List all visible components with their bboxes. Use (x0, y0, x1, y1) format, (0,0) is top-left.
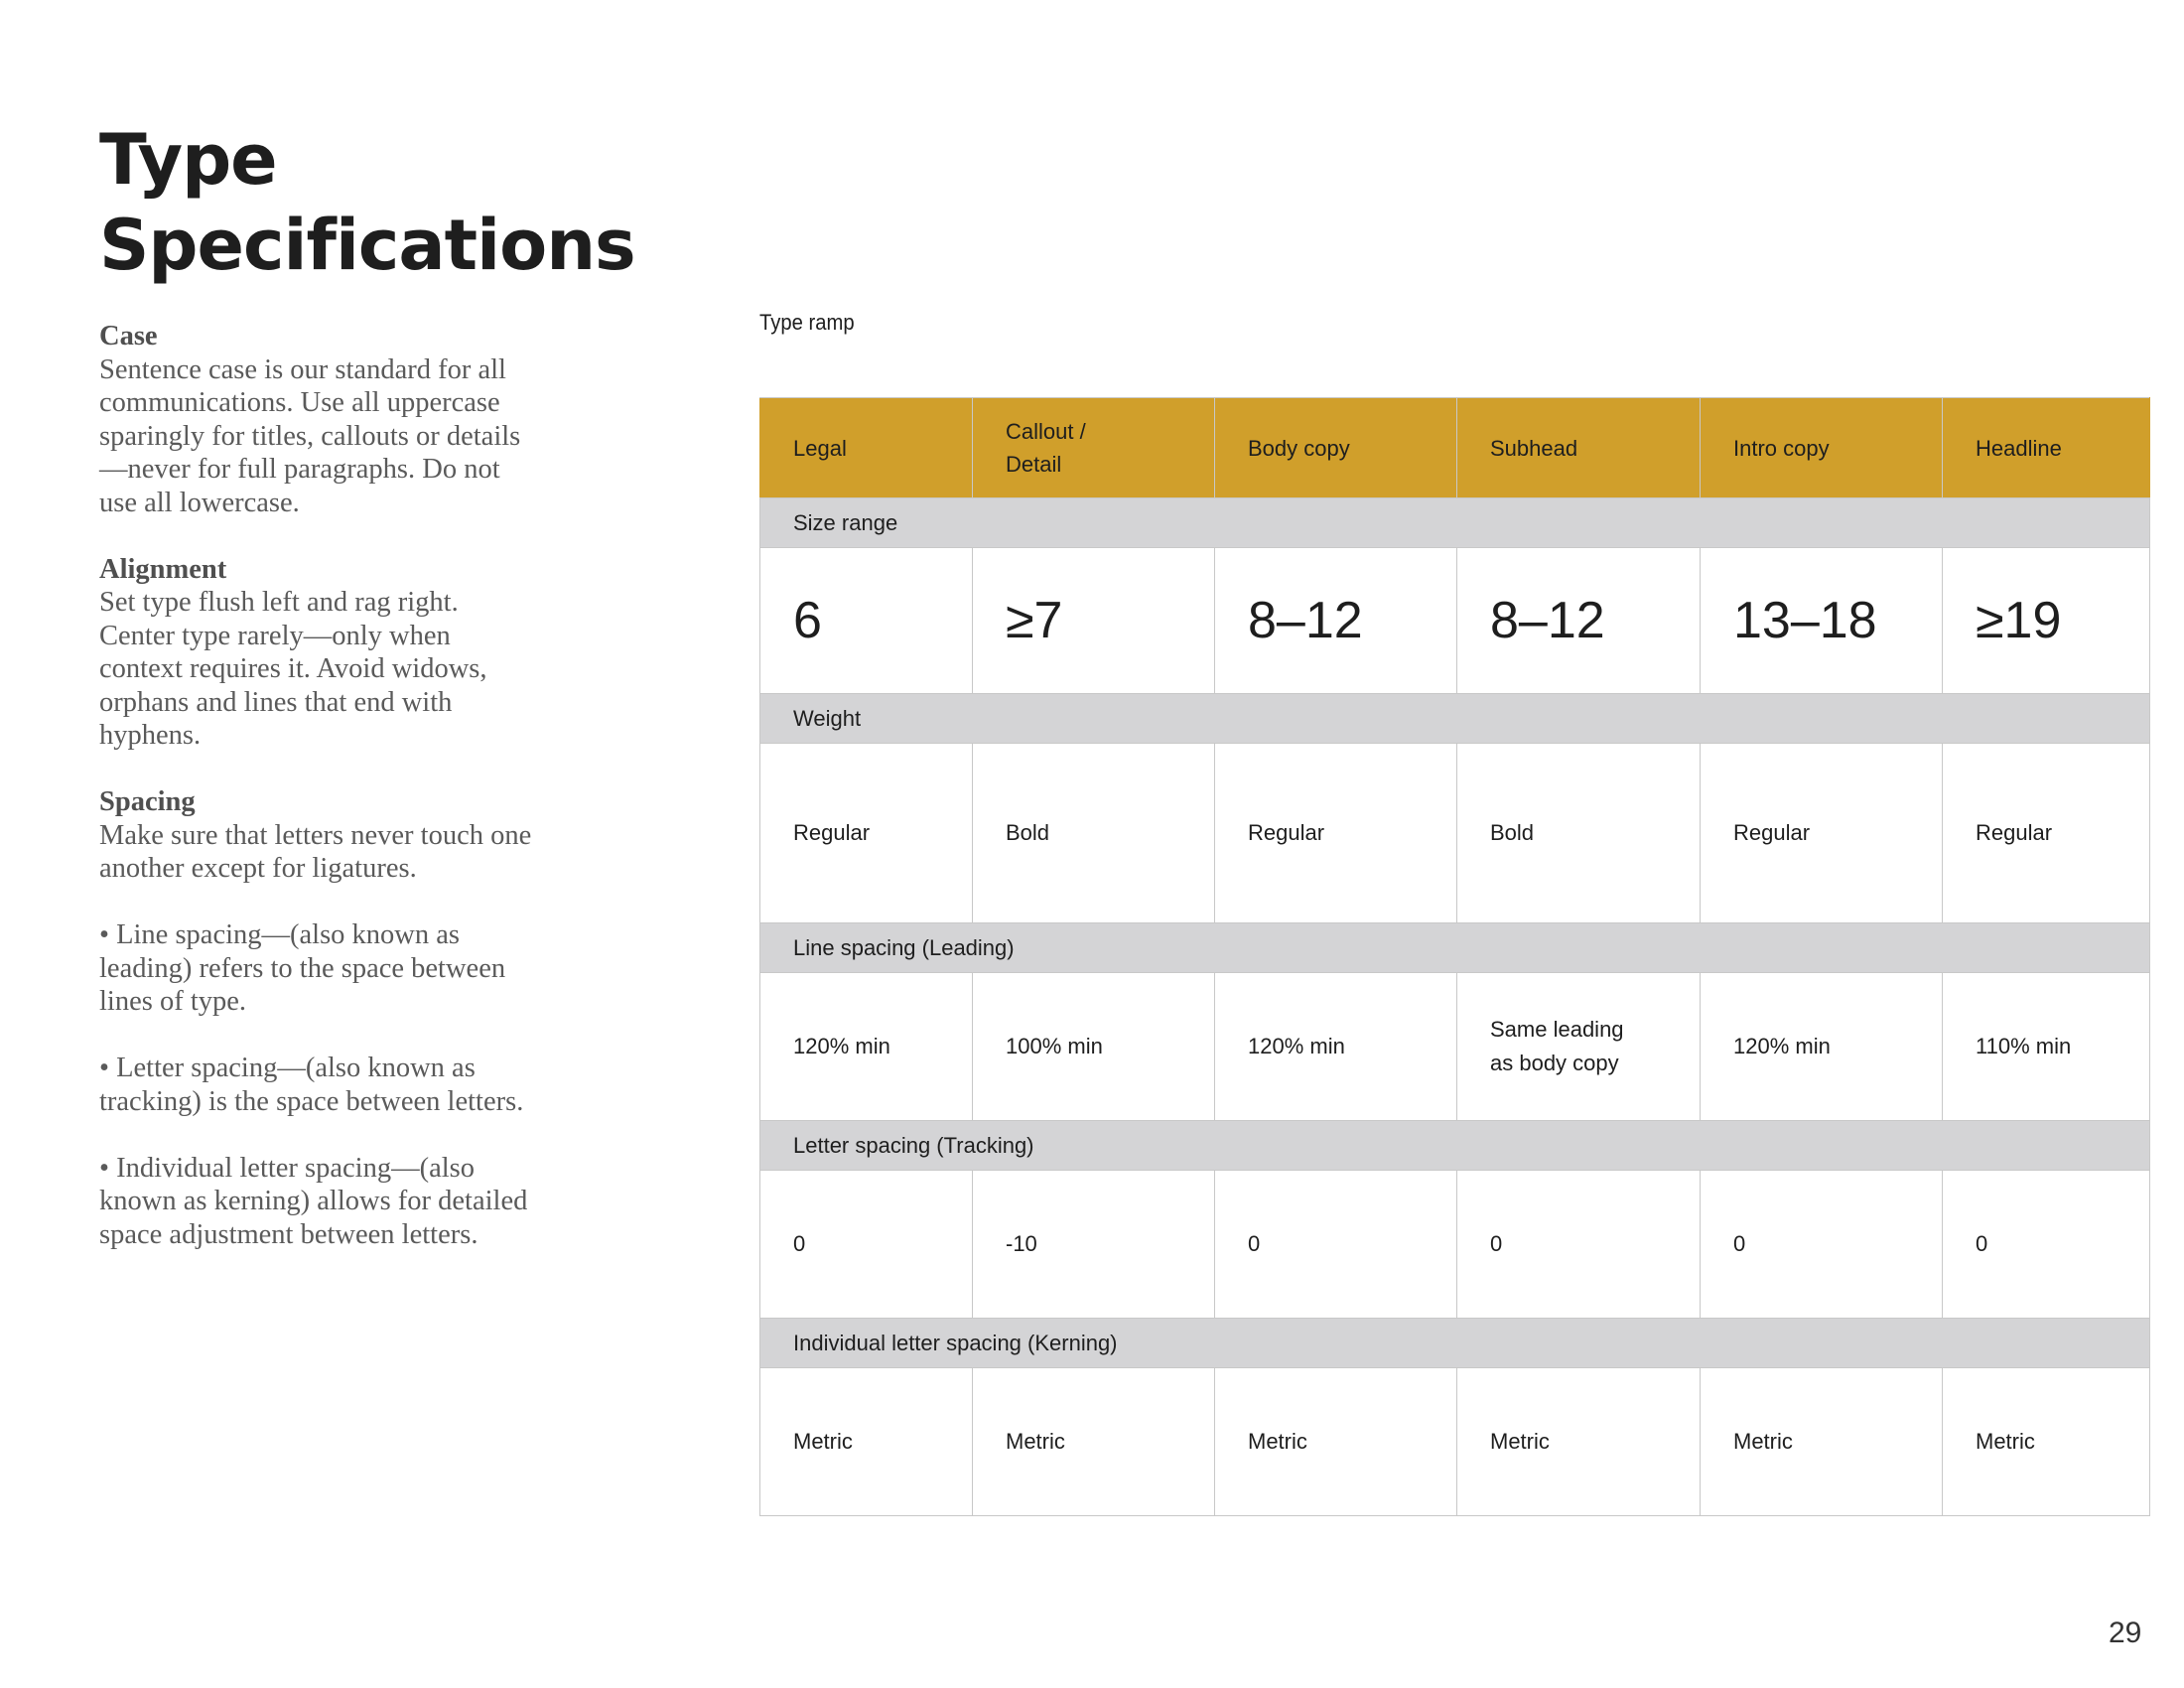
guidelines-column (99, 320, 536, 1285)
table-row (760, 744, 2150, 923)
column-header-callout: Callout / Detail (973, 398, 1215, 498)
weight-label: Weight (760, 694, 2150, 744)
size-cell: 13–18 (1701, 548, 1943, 694)
weight-cell: Regular (1701, 744, 1943, 923)
weight-cell: Regular (1215, 744, 1457, 923)
leading-cell: 120% min (1215, 973, 1457, 1121)
kerning-cell: Metric (1457, 1368, 1701, 1516)
column-header-body-copy: Body copy (1215, 398, 1457, 498)
alignment-body: Set type flush left and rag right. Center type rarely—only when context requires it. Avoid widows, orphans and lines that end with hyphens. (99, 587, 487, 751)
leading-label: Line spacing (Leading) (760, 923, 2150, 973)
page-title-line-1: Type (99, 119, 277, 201)
leading-cell: 120% min (760, 973, 973, 1121)
case-body: Sentence case is our standard for all communications. Use all uppercase sparingly for titles, callouts or details—never for full paragraphs. Do not use all lowercase. (99, 353, 521, 518)
kerning-cell: Metric (973, 1368, 1215, 1516)
tracking-cell: 0 (760, 1171, 973, 1319)
table-row (760, 1171, 2150, 1319)
type-ramp-table (759, 397, 2150, 1516)
bullet-leading: • Line spacing—(also known as leading) refers to the space between lines of type. (99, 919, 506, 1017)
tracking-cell: 0 (1457, 1171, 1701, 1319)
spacing-section (99, 785, 536, 886)
page-title-line-2: Specifications (99, 205, 635, 286)
kerning-label: Individual letter spacing (Kerning) (760, 1319, 2150, 1368)
spacing-body: Make sure that letters never touch one another except for ligatures. (99, 819, 532, 884)
column-header-legal: Legal (760, 398, 973, 498)
kerning-cell: Metric (1943, 1368, 2150, 1516)
section-row-tracking (760, 1121, 2150, 1171)
kerning-cell: Metric (1215, 1368, 1457, 1516)
leading-cell: 100% min (973, 973, 1215, 1121)
table-header-row (760, 398, 2150, 498)
section-row-kerning (760, 1319, 2150, 1368)
weight-cell: Regular (1943, 744, 2150, 923)
column-header-subhead: Subhead (1457, 398, 1701, 498)
size-cell: 8–12 (1215, 548, 1457, 694)
leading-cell: 120% min (1701, 973, 1943, 1121)
bullet-kerning: • Individual letter spacing—(also known as kerning) allows for detailed space adjustment between letters. (99, 1152, 528, 1250)
page-number: 29 (2109, 1617, 2142, 1649)
weight-cell: Regular (760, 744, 973, 923)
section-row-weight (760, 694, 2150, 744)
leading-cell: Same leading as body copy (1457, 973, 1701, 1121)
leading-cell: 110% min (1943, 973, 2150, 1121)
section-row-leading (760, 923, 2150, 973)
case-section (99, 320, 536, 519)
column-header-headline: Headline (1943, 398, 2150, 498)
alignment-section (99, 553, 536, 753)
spacing-heading: Spacing (99, 786, 196, 817)
kerning-cell: Metric (1701, 1368, 1943, 1516)
tracking-cell: 0 (1215, 1171, 1457, 1319)
weight-cell: Bold (973, 744, 1215, 923)
size-range-label: Size range (760, 498, 2150, 548)
kerning-cell: Metric (760, 1368, 973, 1516)
size-cell: ≥7 (973, 548, 1215, 694)
section-row-size (760, 498, 2150, 548)
tracking-cell: 0 (1943, 1171, 2150, 1319)
page-title (99, 117, 635, 288)
tracking-cell: 0 (1701, 1171, 1943, 1319)
tracking-cell: -10 (973, 1171, 1215, 1319)
size-cell: 6 (760, 548, 973, 694)
alignment-heading: Alignment (99, 553, 227, 585)
table-row (760, 973, 2150, 1121)
table-row (760, 548, 2150, 694)
bullet-tracking: • Letter spacing—(also known as tracking) is the space between letters. (99, 1053, 524, 1117)
weight-cell: Bold (1457, 744, 1701, 923)
column-header-intro-copy: Intro copy (1701, 398, 1943, 498)
type-ramp-label: Type ramp (759, 310, 855, 335)
table-row (760, 1368, 2150, 1516)
case-heading: Case (99, 321, 158, 352)
tracking-label: Letter spacing (Tracking) (760, 1121, 2150, 1171)
size-cell: ≥19 (1943, 548, 2150, 694)
size-cell: 8–12 (1457, 548, 1701, 694)
